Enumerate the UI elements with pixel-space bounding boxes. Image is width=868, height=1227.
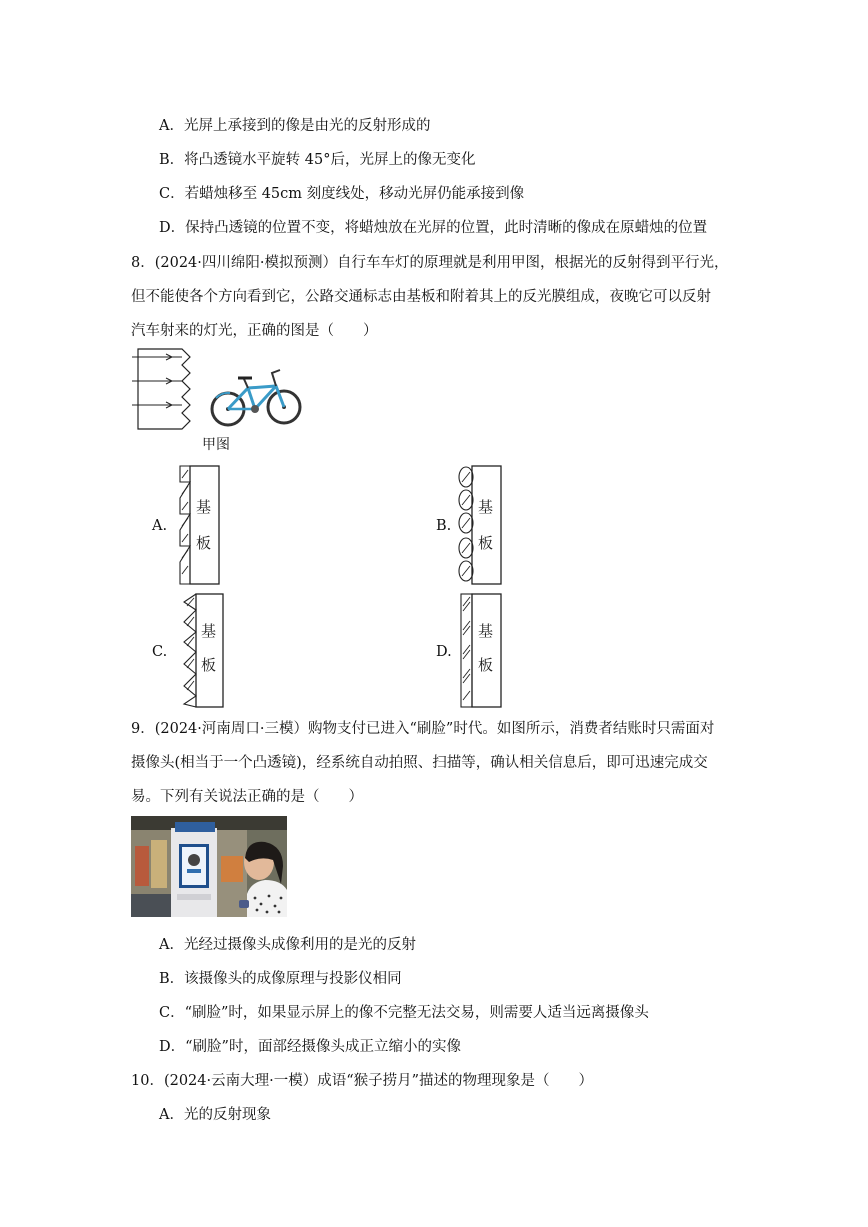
q8-option-a-diagram xyxy=(176,464,222,587)
figure-jia-caption: 甲图 xyxy=(202,437,230,453)
q8-option-b-label: B. xyxy=(436,518,452,534)
q9-option-d: D．“刷脸”时，面部经摄像头成正立缩小的实像 xyxy=(159,1039,461,1055)
q8-option-c-label: C. xyxy=(152,644,168,660)
q8-text-line-3: 汽车射来的灯光，正确的图是（ ） xyxy=(131,323,378,339)
q7-option-b: B．将凸透镜水平旋转 45°后，光屏上的像无变化 xyxy=(159,152,476,168)
q8-text-line-2: 但不能使各个方向看到它，公路交通标志由基板和附着其上的反光膜组成，夜晚它可以反射 xyxy=(131,289,711,305)
q9-option-b: B．该摄像头的成像原理与投影仪相同 xyxy=(159,971,402,987)
q8-option-a-label: A. xyxy=(152,518,168,534)
q8-option-d-diagram xyxy=(458,592,504,710)
option-d-char-1: 基 xyxy=(478,622,494,640)
face-payment-photo xyxy=(131,816,287,917)
option-b-reflector-svg xyxy=(456,464,504,587)
q10-text-line-1: 10．(2024·云南大理·一模）成语“猴子捞月”描述的物理现象是（ ） xyxy=(131,1073,594,1089)
option-d-reflector-svg xyxy=(458,592,504,710)
q9-option-c: C．“刷脸”时，如果显示屏上的像不完整无法交易，则需要人适当远离摄像头 xyxy=(159,1005,649,1021)
q8-option-b-diagram xyxy=(456,464,504,587)
q10-option-a: A．光的反射现象 xyxy=(159,1107,271,1123)
option-c-char-2: 板 xyxy=(201,656,217,674)
q9-option-a: A．光经过摄像头成像利用的是光的反射 xyxy=(159,937,416,953)
face-payment-illustration xyxy=(131,816,287,917)
option-a-char-2: 板 xyxy=(196,534,212,552)
option-b-char-2: 板 xyxy=(478,534,494,552)
option-a-char-1: 基 xyxy=(196,498,212,516)
option-a-reflector-svg xyxy=(176,464,222,587)
q8-text-line-1: 8．(2024·四川绵阳·模拟预测）自行车车灯的原理就是利用甲图，根据光的反射得到平行光， xyxy=(131,255,729,271)
q7-option-d: D．保持凸透镜的位置不变，将蜡烛放在光屏的位置，此时清晰的像成在原蜡烛的位置 xyxy=(159,220,708,236)
option-c-reflector-svg xyxy=(174,592,226,710)
q7-option-c: C．若蜡烛移至 45cm 刻度线处，移动光屏仍能承接到像 xyxy=(159,186,525,202)
q9-text-line-2: 摄像头(相当于一个凸透镜)，经系统自动拍照、扫描等，确认相关信息后，即可迅速完成交 xyxy=(131,755,708,771)
q8-option-c-diagram xyxy=(174,592,226,710)
option-d-char-2: 板 xyxy=(478,656,494,674)
option-c-char-1: 基 xyxy=(201,622,217,640)
option-b-char-1: 基 xyxy=(478,498,494,516)
q8-option-d-label: D. xyxy=(436,644,452,660)
q9-text-line-1: 9．(2024·河南周口·三模）购物支付已进入“刷脸”时代。如图所示，消费者结账时只需面对 xyxy=(131,721,715,737)
q9-text-line-3: 易。下列有关说法正确的是（ ） xyxy=(131,789,363,805)
q7-option-a: A．光屏上承接到的像是由光的反射形成的 xyxy=(159,118,431,134)
